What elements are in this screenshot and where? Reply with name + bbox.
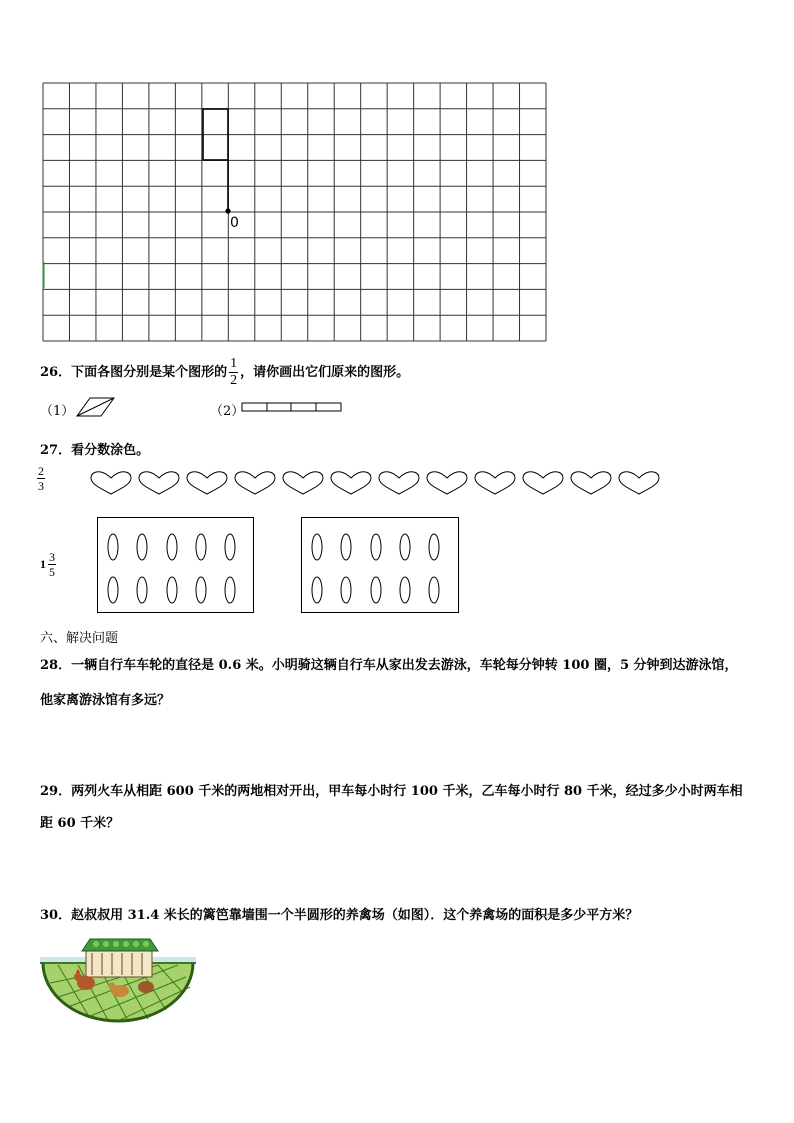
oval-shape[interactable] bbox=[167, 534, 177, 560]
heart-shape[interactable] bbox=[475, 472, 515, 494]
oval-shape[interactable] bbox=[341, 577, 351, 603]
q26-item2-label: （2） bbox=[210, 404, 245, 419]
oval-shape[interactable] bbox=[137, 577, 147, 603]
oval-shape[interactable] bbox=[137, 534, 147, 560]
q27-text: ．看分数涂色。 bbox=[58, 443, 150, 458]
q27-mixed-fraction bbox=[40, 551, 56, 578]
oval-shape[interactable] bbox=[167, 577, 177, 603]
poultry-farm-image bbox=[38, 935, 198, 1025]
oval-shape[interactable] bbox=[108, 534, 118, 560]
hearts-row bbox=[88, 470, 668, 498]
oval-shape[interactable] bbox=[196, 577, 206, 603]
oval-shape[interactable] bbox=[429, 577, 439, 603]
question-26 bbox=[40, 357, 409, 388]
question-28-line1: 28．一辆自行车车轮的直径是 0.6 米。小明骑这辆自行车从家出发去游泳，车轮每分钟转 100 圈，5 分钟到达游泳馆， bbox=[40, 658, 738, 673]
q27-fraction-two-thirds: $\frac{2}{3}$ bbox=[38, 464, 44, 493]
oval-shape[interactable] bbox=[341, 534, 351, 560]
heart-shape[interactable] bbox=[523, 472, 563, 494]
oval-shape[interactable] bbox=[108, 577, 118, 603]
oval-shape[interactable] bbox=[312, 534, 322, 560]
heart-shape[interactable] bbox=[571, 472, 611, 494]
question-28-line2: 他家离游泳馆有多远？ bbox=[40, 693, 171, 708]
oval-shape[interactable] bbox=[312, 577, 322, 603]
question-30-line1: 30．赵叔叔用 31.4 米长的篱笆靠墙围一个半圆形的养禽场（如图）．这个养禽场的面积是多少平方米？ bbox=[40, 908, 639, 923]
heart-shape[interactable] bbox=[91, 472, 131, 494]
oval-shape[interactable] bbox=[196, 534, 206, 560]
oval-shape[interactable] bbox=[400, 577, 410, 603]
ovals-layer bbox=[97, 517, 459, 613]
heart-shape[interactable] bbox=[427, 472, 467, 494]
heart-shape[interactable] bbox=[283, 472, 323, 494]
oval-shape[interactable] bbox=[225, 534, 235, 560]
segmented-bar-shape bbox=[241, 402, 343, 413]
section-title: 六、解决问题 bbox=[40, 631, 119, 646]
mixed-fraction-part: $\frac{3}{5}$ bbox=[49, 550, 55, 579]
q27-number: 27 bbox=[40, 443, 59, 458]
mixed-whole: 1 bbox=[40, 557, 46, 571]
heart-shape[interactable] bbox=[187, 472, 227, 494]
q26-item1-label: （1） bbox=[40, 404, 75, 419]
q26-fraction: $\frac{1}{2}$ bbox=[230, 356, 238, 388]
parallelogram-shape bbox=[74, 396, 118, 418]
origin-point bbox=[225, 208, 230, 213]
heart-shape[interactable] bbox=[139, 472, 179, 494]
oval-shape[interactable] bbox=[371, 577, 381, 603]
origin-label: 0 bbox=[230, 215, 239, 231]
oval-shape[interactable] bbox=[371, 534, 381, 560]
q26-number: 26 bbox=[40, 365, 59, 380]
heart-shape[interactable] bbox=[331, 472, 371, 494]
heart-shape[interactable] bbox=[379, 472, 419, 494]
oval-shape[interactable] bbox=[225, 577, 235, 603]
question-27 bbox=[40, 439, 149, 458]
oval-shape[interactable] bbox=[400, 534, 410, 560]
question-29-line1: 29．两列火车从相距 600 千米的两地相对开出，甲车每小时行 100 千米，乙车每小时行 80 千米，经过多少小时两车相 bbox=[40, 784, 743, 799]
q26-text-before: ．下面各图分别是某个图形的 bbox=[58, 365, 228, 380]
question-29-line2: 距 60 千米？ bbox=[40, 816, 120, 831]
drawing-grid bbox=[42, 82, 547, 342]
q26-text-after: ，请你画出它们原来的图形。 bbox=[240, 365, 410, 380]
oval-shape[interactable] bbox=[429, 534, 439, 560]
heart-shape[interactable] bbox=[235, 472, 275, 494]
heart-shape[interactable] bbox=[619, 472, 659, 494]
